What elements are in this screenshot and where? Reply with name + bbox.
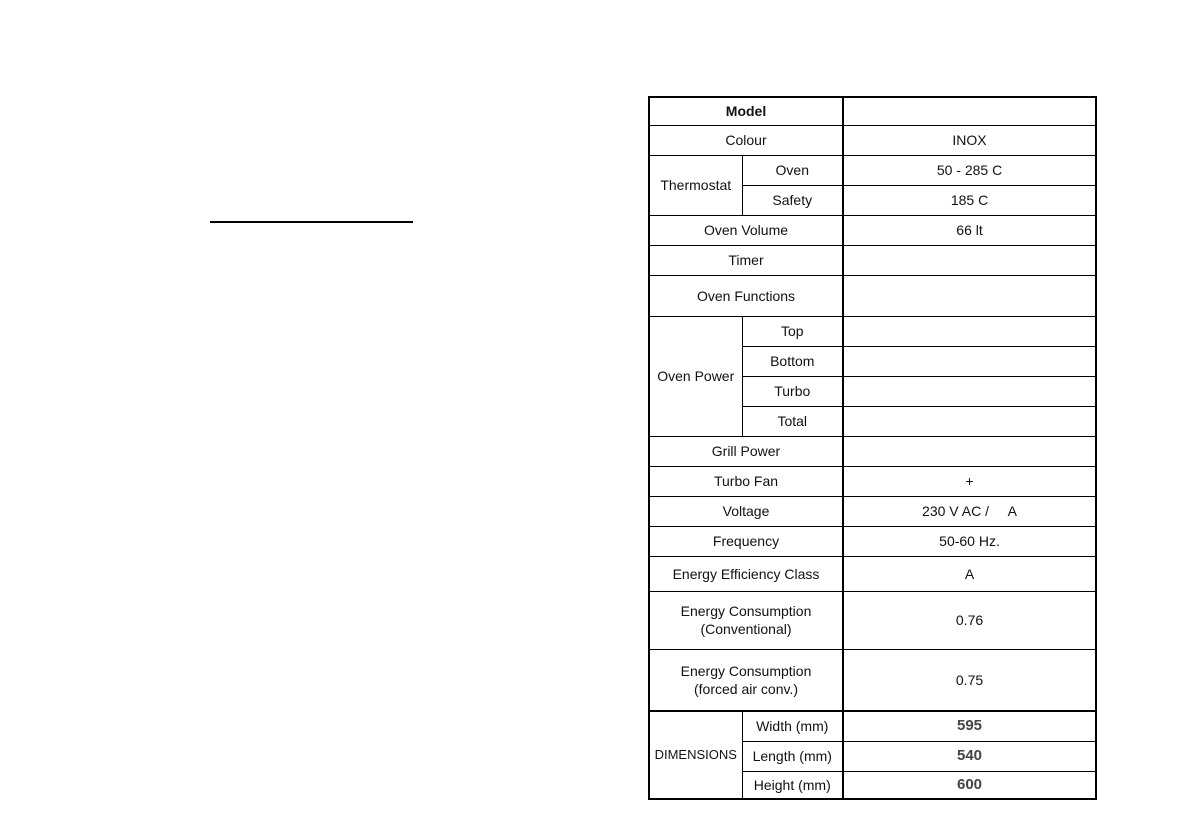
thermostat-oven-value: 50 - 285 C [843,155,1096,185]
turbo-fan-value: + [843,466,1096,496]
frequency-value: 50-60 Hz. [843,526,1096,556]
timer-label: Timer [649,245,843,275]
turbo-fan-label: Turbo Fan [649,466,843,496]
oven-volume-value: 66 lt [843,215,1096,245]
table-row-turbo-fan [649,466,1096,496]
energy-class-value: A [843,556,1096,591]
energy-forced-label-line1: Energy Consumption [680,662,812,679]
table-row-colour [649,125,1096,155]
frequency-label: Frequency [649,526,843,556]
oven-power-total-label: Total [742,406,843,436]
energy-class-label: Energy Efficiency Class [649,556,843,591]
grill-power-label: Grill Power [649,436,843,466]
energy-conventional-label-line1: Energy Consumption [680,603,812,619]
height-label: Height (mm) [742,771,843,799]
oven-volume-label: Oven Volume [649,215,843,245]
energy-forced-value: 0.75 [843,649,1096,711]
table-row-frequency [649,526,1096,556]
table-row-oven-volume [649,215,1096,245]
specification-table [648,96,1097,800]
width-label: Width (mm) [742,711,843,741]
timer-value [843,245,1096,275]
energy-conventional-label-line2: (Conventional) [700,621,792,637]
colour-label: Colour [649,125,843,155]
model-label: Model [649,97,843,125]
colour-value: INOX [843,125,1096,155]
thermostat-safety-label: Safety [742,185,843,215]
dimensions-label: DIMENSIONS [649,711,742,799]
length-value: 540 [843,741,1096,771]
table-row-timer [649,245,1096,275]
height-value: 600 [843,771,1096,799]
width-value: 595 [843,711,1096,741]
oven-power-top-label: Top [742,316,843,346]
oven-power-bottom-value [843,346,1096,376]
oven-functions-label: Oven Functions [649,275,843,316]
thermostat-label: Thermostat [649,155,742,215]
table-row-model [649,97,1096,125]
model-value [843,97,1096,125]
table-row-dimensions-width [649,711,1096,741]
underline-mark [210,221,413,223]
length-label: Length (mm) [742,741,843,771]
table-row-grill-power [649,436,1096,466]
oven-power-top-value [843,316,1096,346]
oven-power-turbo-label: Turbo [742,376,843,406]
table-row-energy-forced [649,649,1096,711]
voltage-label: Voltage [649,496,843,526]
energy-conventional-label [649,591,843,649]
thermostat-safety-value: 185 C [843,185,1096,215]
energy-forced-label [649,649,843,711]
table-row-energy-class [649,556,1096,591]
voltage-value: 230 V AC / A [843,496,1096,526]
table-row-oven-power-top [649,316,1096,346]
oven-power-bottom-label: Bottom [742,346,843,376]
table-row-voltage [649,496,1096,526]
table-row-energy-conventional [649,591,1096,649]
energy-forced-label-line2: (forced air conv.) [694,680,798,697]
thermostat-oven-label: Oven [742,155,843,185]
oven-power-label: Oven Power [649,316,742,436]
grill-power-value [843,436,1096,466]
oven-power-turbo-value [843,376,1096,406]
table-row-oven-functions [649,275,1096,316]
energy-conventional-value: 0.76 [843,591,1096,649]
table-row-thermostat-oven [649,155,1096,185]
oven-functions-value [843,275,1096,316]
oven-power-total-value [843,406,1096,436]
